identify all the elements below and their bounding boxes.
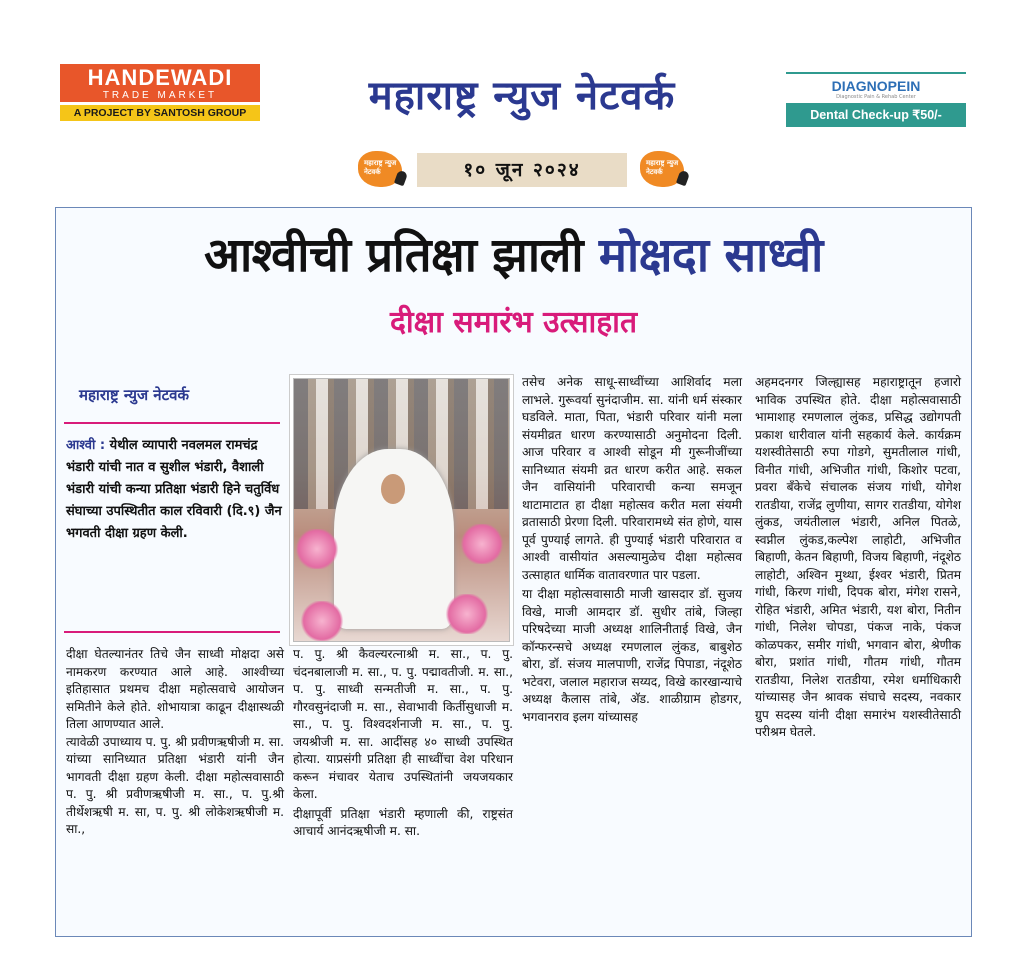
column-3 (522, 374, 742, 726)
column-4 (755, 374, 961, 742)
col1-paragraph-1: दीक्षा घेतल्यानंतर तिचे जैन साध्वी मोक्षदा असे नामकरण करण्यात आले आहे. आश्वीच्या इतिहासात प्रथमच दीक्षा महोत्सवाचे आयोजन समितीने केले होते. शोभायात्रा काढून दीक्षास्थळी तिला आणण्यात आले. (66, 647, 284, 731)
diagnopein-ad[interactable] (786, 72, 966, 128)
dental-offer: Dental Check-up ₹50/- (786, 103, 966, 127)
handewadi-brand: HANDEWADI (87, 65, 233, 90)
ad-divider (786, 72, 966, 74)
handewadi-tagline: A PROJECT BY SANTOSH GROUP (60, 105, 260, 121)
diagnopein-tagline: Diagnostic Pain & Rehab Center (836, 94, 916, 100)
flower-decoration (299, 601, 345, 641)
badge-label: महाराष्ट्र न्युज नेटवर्क (364, 159, 397, 176)
badge-label: महाराष्ट्र न्युज नेटवर्क (646, 159, 679, 176)
flower-decoration (294, 529, 340, 569)
flower-decoration (444, 594, 490, 634)
col2-paragraph-2: दीक्षापूर्वी प्रतिक्षा भंडारी म्हणाली की, राष्ट्रसंत आचार्य आनंदऋषीजी म. सा. (293, 806, 513, 838)
headline-part-1: आश्वीची प्रतिक्षा झाली (204, 228, 584, 283)
col3-paragraph-1: तसेच अनेक साधू-साध्वींच्या आशिर्वाद मला लाभले. गुरूवर्या सुनंदाजीम. सा. यांनी धर्म संस्कार घडविले. माता, पिता, भंडारी परिवार यांनी मला संयमीव्रत धारण करण्यासाठी अनुमोदना दिली. आज परिवार व आश्वी सोडून मी गुरूनीजींच्या सानिध्यात संयमी व्रत धारण करीत आहे. सकल जैन वासियांनी परिवाराची कन्या समजून थाटामाटात हा दीक्षा महोत्सव करीत मला संयमी व्रतासाठी प्रेरणा दिली. परिवारामध्ये संत होणे, यास पूर्व पुण्याई लागते. ही पुण्याई भंडारी परिवारात व आश्वी वासीयांत असल्यामुळेच दीक्षा महोत्सव उत्साहात धार्मिक वातावरणात पार पडला. (522, 375, 742, 582)
lead-paragraph (66, 435, 284, 545)
maharashtra-map-badge-left (358, 151, 408, 189)
diagnopein-logo: DIAGNOPEIN (831, 78, 921, 94)
dateline-location: आश्वी : (66, 438, 106, 453)
newspaper-masthead: महाराष्ट्र न्युज नेटवर्क (368, 73, 676, 119)
handewadi-ad-top (60, 64, 260, 102)
col3-paragraph-2: या दीक्षा महोत्सवासाठी माजी खासदार डॉ. सुजय विखे, माजी आमदार डॉ. सुधीर तांबे, जिल्हा परिषदेच्या माजी अध्यक्ष शालिनीताई विखे, जैन कॉन्फरन्सचे अध्यक्ष रमणलाल लुंकड, बाबुशेठ बोरा, डॉ. संजय मालपाणी, राजेंद्र पिपाडा, नंदूशेठ भटेवरा, जलाल महाराज सय्यद, विखे कारखान्याचे अध्यक्ष कैलास तांबे, अ‍ॅड. शाळीग्राम होडगर, भगवानराव इलग यांच्यासह (522, 587, 742, 724)
column-2 (293, 646, 513, 841)
headline-part-2: मोक्षदा साध्वी (598, 228, 823, 283)
byline: महाराष्ट्र न्युज नेटवर्क (79, 386, 190, 404)
article-headline (56, 216, 971, 296)
handewadi-ad[interactable] (60, 64, 260, 132)
col1-paragraph-2: त्यावेळी उपाध्याय प. पु. श्री प्रवीणऋषीजी म. सा. यांच्या सानिध्यात प्रतिक्षा भंडारी यांनी जैन भागवती दीक्षा ग्रहण केली. दीक्षा महोत्सवासाठी प. पु. श्री प्रवीणऋषीजी म. सा., प. पु.श्री तीर्थेशऋषी म. सा, प. पु. श्री लोकेशऋषीजी म. सा., (66, 734, 284, 836)
maharashtra-map-badge-right (640, 151, 690, 189)
col4-paragraph-1: अहमदनगर जिल्ह्यासह महाराष्ट्रातून हजारो भाविक उपस्थित होते. दीक्षा महोत्सवासाठी भामाशाह रमणलाल लुंकड, प्रसिद्ध उद्योगपती प्रकाश धारीवाल यांनी सहकार्य केले. कार्यक्रम यशस्वीतेसाठी रुपा गोडगे, सुमतीलाल गांधी, विनीत गांधी, अभिजीत गांधी, किशोर पटवा, प्रवरा बँकेचे संचालक संजय गांधी, योगेश रातडीया, राजेंद्र लुणीया, सागर रातडीया, योगेश लुंकड, जयंतीलाल भंडारी, अनिल पितळे, स्वप्नील लुंकड,कल्पेश लाहोटी, अभिजीत बिहाणी, केतन बिहाणी, विजय बिहाणी, नंदूशेठ लाहोटी, अश्विन मुथ्था, ईश्वर भंडारी, प्रितम गांधी, किरण गांधी, दिपक बोरा, मंगेश रासने, रोहित भंडारी, अमित भंडारी, यश बोरा, नितीन गांधी, निलेश चोपडा, पंकज नाके, पंकज कोळपकर, समीर गांधी, भगवान बोरा, श्रेणीक बोरा, प्रशांत गांधी, गौतम गांधी, गौतम रातडीया, निलेश रातडीया, रमेश धर्माधिकारी यांच्यासह जैन श्रावक संघाचे सदस्य, नवकार ग्रुप सदस्य यांनी दीक्षा समारंभ यशस्वीतेसाठी परीश्रम घेतले. (755, 375, 961, 739)
flower-decoration (459, 524, 505, 564)
diksha-photo (293, 378, 510, 642)
byline-rule (64, 422, 280, 424)
article-subheadline: दीक्षा समारंभ उत्साहात (389, 305, 638, 340)
lead-rule (64, 631, 280, 633)
article-frame (55, 207, 972, 937)
column-1 (66, 646, 284, 839)
edition-date: १० जून २०२४ (417, 153, 627, 187)
lead-text: येथील व्यापारी नवलमल रामचंद्र भंडारी यांची नात व सुशील भंडारी, वैशाली भंडारी यांची कन्या प्रतिक्षा भंडारी हिने चतुर्विध संघाच्या उपस्थितीत काल रविवारी (दि.९) जैन भगवती दीक्षा ग्रहण केली. (66, 438, 282, 541)
handewadi-sub: TRADE MARKET (102, 90, 218, 101)
col2-paragraph-1: प. पु. श्री कैवल्यरत्नाश्री म. सा., प. पु. चंदनबालाजी म. सा., प. पु. पद्मावतीजी. म. सा., प. पु. साध्वी सन्मतीजी म. सा., प. पु. गौरवसुनंदाजी म. सा., सेवाभावी किर्तीसुधाजी म. सा., प. पु. विश्वदर्शनाजी म. सा., प. पु. जयश्रीजी म. सा. आदींसह ४० साध्वी उपस्थित होत्या. याप्रसंगी प्रतिक्षा ही साध्वींचा वेश परिधान करून मंचावर येताच उपस्थितांनी जयजयकार केला. (293, 647, 513, 801)
sadhvi-face (381, 474, 405, 504)
